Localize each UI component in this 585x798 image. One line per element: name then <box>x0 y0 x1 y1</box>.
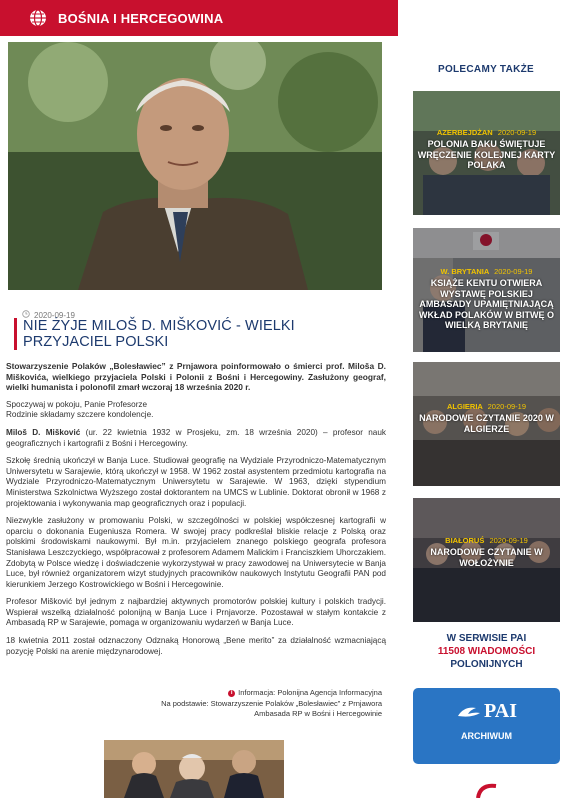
card-info <box>417 267 556 331</box>
article-date-text: 2020-09-19 <box>34 310 75 320</box>
condolence-line-2: Rodzinie składamy szczere kondolencje. <box>6 410 154 420</box>
card-date: 2020-09-19 <box>497 128 537 137</box>
source-line-1: Informacja: Polonijna Agencja Informacyjna <box>238 688 382 697</box>
article-hero-photo <box>8 42 382 290</box>
card-title[interactable]: NARODOWE CZYTANIE 2020 W ALGIERZE <box>419 413 554 434</box>
card-date: 2020-09-19 <box>489 536 528 545</box>
pai-logo <box>413 700 560 723</box>
card-category <box>417 536 556 545</box>
pai-counter-line-1: W SERWISIE PAI <box>446 633 527 644</box>
pai-counter <box>413 632 560 671</box>
card-title[interactable]: NARODOWE CZYTANIE W WOŁOŻYNIE <box>430 547 543 568</box>
bio-paragraph <box>6 428 386 449</box>
brand-logo-partial <box>474 782 504 798</box>
article-gallery-photo[interactable] <box>104 740 284 798</box>
recommended-card[interactable] <box>413 362 560 486</box>
promoter-paragraph: Profesor Mišković był jednym z najbardziej aktywnych promotorów polskiej kultury i polskich tradycji. Wspierał wszelką działalność polonijną w Banja Luce i Prnjavorze. Pozostawał w stałym kontakcie z Ambasadą RP w Sarajewie, pomaga w organizowaniu wydarzeń w Banja Luce. <box>6 597 386 628</box>
archive-button[interactable] <box>413 688 560 764</box>
source-line-3: Ambasada RP w Bośni i Hercegowinie <box>254 709 382 718</box>
card-category-name[interactable]: W. BRYTANIA <box>440 267 489 276</box>
card-category-name[interactable]: BIAŁORUŚ <box>445 536 485 545</box>
card-info <box>417 128 556 171</box>
pai-counter-number: 11508 WIADOMOŚCI <box>437 646 536 657</box>
card-title[interactable]: POLONIA BAKU ŚWIĘTUJE WRĘCZENIE KOLEJNEJ KARTY POLAKA <box>417 139 556 170</box>
card-info <box>417 402 556 434</box>
card-info <box>417 536 556 568</box>
source-line-2: Na podstawie: Stowarzyszenie Polaków „Bolesławiec” z Prnjawora <box>161 698 382 708</box>
pai-counter-line-3: POLONIJNYCH <box>450 659 523 670</box>
info-icon: i <box>228 690 235 697</box>
pai-logo-text: PAI <box>484 700 517 722</box>
card-category-name[interactable]: AZERBEJDŻAN <box>436 128 493 137</box>
award-paragraph: 18 kwietnia 2011 został odznaczony Odznaką Honorową „Bene merito” za działalność wzmacniającą pozycję Polski na arenie międzynarodowej. <box>6 636 386 656</box>
card-category-name[interactable]: ALGIERIA <box>446 402 483 411</box>
card-category <box>417 128 556 137</box>
recommended-card[interactable] <box>413 91 560 215</box>
card-category <box>417 402 556 411</box>
card-title[interactable]: KSIĄŻE KENTU OTWIERA WYSTAWĘ POLSKIEJ AMBASADY UPAMIĘTNIAJĄCĄ WKŁAD POLAKÓW W BITWĘ O WIELKĄ BRYTANIĘ <box>419 278 554 330</box>
sidebar-title: POLECAMY TAKŻE <box>437 64 535 75</box>
recommended-card[interactable] <box>413 228 560 352</box>
section-title[interactable]: BOŚNIA I HERCEGOWINA <box>58 10 224 26</box>
card-date: 2020-09-19 <box>487 402 527 411</box>
section-header <box>0 0 398 36</box>
article-headline: NIE ŻYJE MILOŠ D. MIŠKOVIĆ - WIELKI PRZYJACIEL POLSKI <box>14 318 384 350</box>
bio-text: (ur. 22 kwietnia 1932 w Prosjeku, zm. 18 września 2020) – profesor nauk geograficznych i kartografii z Bośni i Hercegowiny. <box>6 427 387 448</box>
condolence-line-1: Spoczywaj w pokoju, Panie Profesorze <box>6 399 148 409</box>
card-category <box>417 267 556 276</box>
globe-icon <box>28 8 48 28</box>
recommended-card[interactable] <box>413 498 560 622</box>
article-body <box>6 361 386 664</box>
article-lead: Stowarzyszenie Polaków „Bolesławiec” z Prnjawora poinformowało o śmierci prof. Miloša D. Miškovića, wielkiego przyjaciela Polski i Polonii z Bośni i Hercegowiny. Zasłużony geograf, wielki humanista i polonofil zmarł wczoraj 18 września 2020 r. <box>6 361 386 393</box>
bird-icon <box>456 704 482 720</box>
archive-label: ARCHIWUM <box>461 731 512 741</box>
promotion-paragraph: Niezwykle zasłużony w promowaniu Polski, w szczególności w polskiej współczesnej kartografii w oparciu o dokonania Eugeniusza Romera. W swojej pracy podkreślał bliskie relacje z Polską oraz polskimi środowiskami naukowymi. Był m.in. przyjacielem znanego polskiego geografa profesora Stanisława Leszczyckiego, współpracował z profesorem Adamem Malickim i Franciszkiem Uhorczakiem. Zdobytą w Polsce wiedzę i doświadczenie wykorzystywał w pracy zawodowej na Uniwersytecie w Banja Luce, był również organizatorem wizyt studyjnych pracowników naukowych Instytutu Geografii PAN pod kierunkiem Jerzego Kostrowickiego w Bośni i Hercegowinie. <box>6 516 386 589</box>
bio-name: Miloš D. Mišković <box>6 427 81 437</box>
education-paragraph: Szkołę średnią ukończył w Banja Luce. Studiował geografię na Wydziale Przyrodniczo-Matematycznym Uniwersytetu w Sarajewie, którą ukończył w 1958. W 1962 został asystentem przedmiotu kartografia na Wydziale Przyrodniczo-Matematycznym Uniwersytetu w Sarajewie. W 1963, dzięki stypendium Ministerstwa Szkolnictwa Wyższego został doktorantem na UMCS w Lublinie. Doktorat obronił w 1968 z projektowania i wykonywania map geograficznych oraz i populacji. <box>6 456 386 508</box>
article-source <box>130 688 382 720</box>
condolence-paragraph <box>6 400 386 421</box>
card-date: 2020-09-19 <box>494 267 533 276</box>
